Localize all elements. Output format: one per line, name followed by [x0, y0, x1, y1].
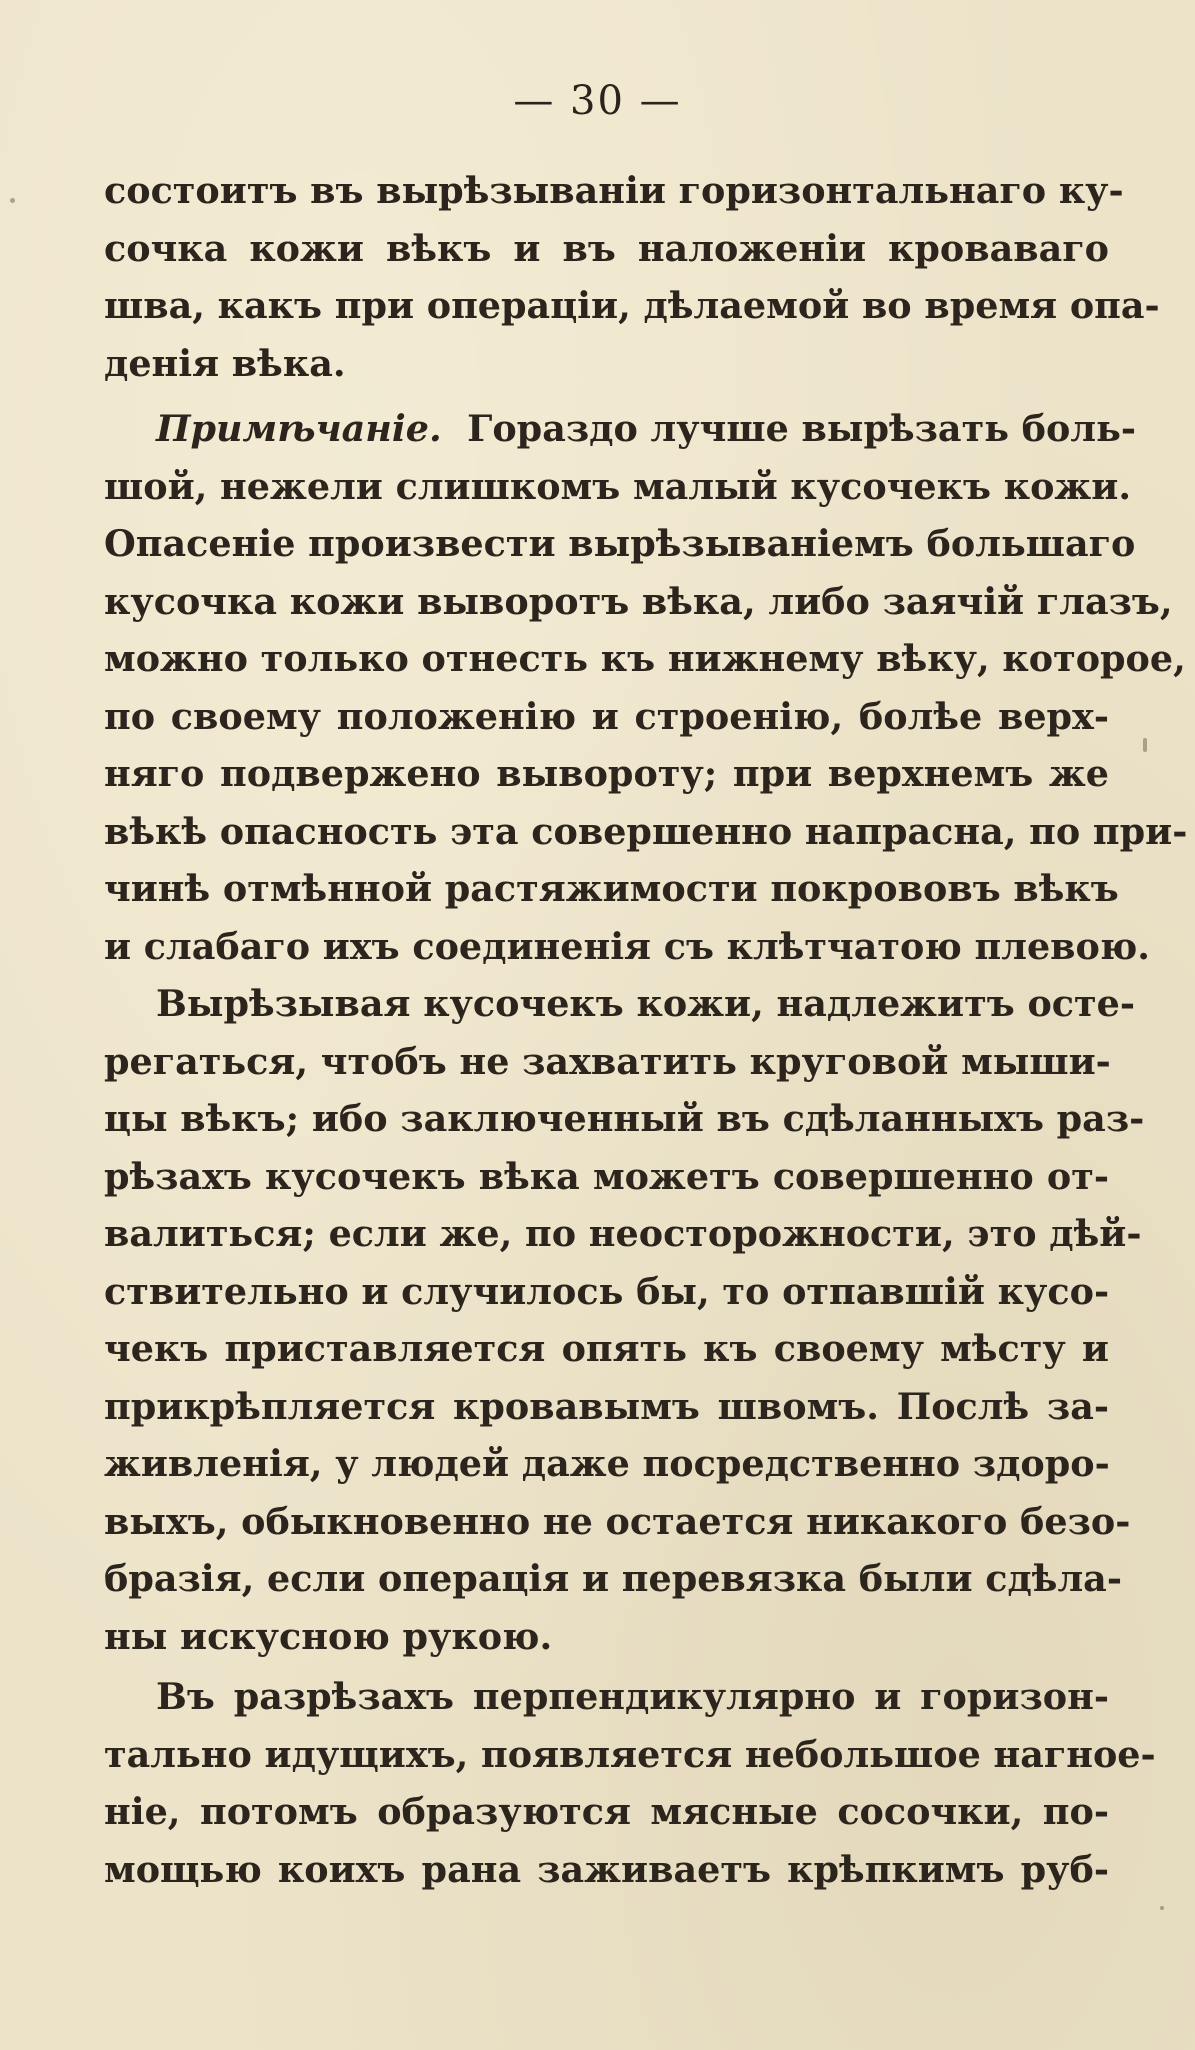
text-line: шой, нежели слишкомъ малый кусочекъ кожи. — [104, 464, 1132, 508]
paper-speck — [1160, 1906, 1164, 1910]
paper-speck — [1143, 738, 1147, 752]
text-line: цы вѣкъ; ибо заключенный въ сдѣланныхъ раз- — [104, 1097, 1145, 1140]
text-line: ны искусною рукою. — [104, 1614, 553, 1658]
text-line: Вырѣзывая кусочекъ кожи, надлежитъ осте- — [156, 982, 1135, 1025]
text-line: и слабаго ихъ соединенія съ клѣтчатою плевою. — [104, 924, 1151, 968]
text-line: шва, какъ при операціи, дѣлаемой во время опа- — [104, 284, 1160, 327]
text-line: чинѣ отмѣнной растяжимости покрововъ вѣкъ — [104, 867, 1119, 910]
text-line: рѣзахъ кусочекъ вѣка можетъ совершенно от- — [104, 1154, 1109, 1198]
page-number: — 30 — — [513, 78, 682, 124]
text-line: живленія, у людей даже посредственно здоро- — [104, 1442, 1110, 1485]
paragraph-1 — [104, 162, 1160, 392]
text-line: чекъ приставляется опять къ своему мѣсту и — [104, 1327, 1109, 1370]
text-line: денія вѣка. — [104, 341, 346, 385]
paper-speck — [10, 198, 15, 203]
text-line: тально идущихъ, появляется небольшое нагное- — [104, 1732, 1156, 1776]
text-line: бразія, если операція и перевязка были сдѣла- — [104, 1557, 1122, 1600]
note-first-line — [104, 400, 1137, 458]
text-line: Въ разрѣзахъ перпендикулярно и горизон- — [156, 1675, 1109, 1718]
text-line: выхъ, обыкновенно не остается никакого безо- — [104, 1499, 1131, 1543]
text-line: кусочка кожи выворотъ вѣка, либо заячій глазъ, — [104, 579, 1173, 623]
note-first-line-rest: Гораздо лучше вырѣзать боль- — [467, 407, 1137, 450]
note-label: Примѣчаніе. — [156, 407, 442, 450]
text-line: прикрѣпляется кровавымъ швомъ. Послѣ за- — [104, 1384, 1109, 1428]
text-line: можно только отнесть къ нижнему вѣку, которое, — [104, 637, 1186, 680]
text-line: Опасеніе произвести вырѣзываніемъ большаго — [104, 522, 1136, 565]
text-line: состоитъ въ вырѣзываніи горизонтальнаго ку- — [104, 169, 1124, 212]
text-line: няго подвержено вывороту; при верхнемъ же — [104, 752, 1109, 795]
text-line: по своему положенію и строенію, болѣе верх- — [104, 694, 1109, 738]
text-line: регаться, чтобъ не захватить круговой мыши- — [104, 1039, 1111, 1083]
text-line: мощью коихъ рана заживаетъ крѣпкимъ руб- — [104, 1847, 1109, 1891]
text-line: вѣкѣ опасность эта совершенно напрасна, по при- — [104, 809, 1188, 853]
text-line: сочка кожи вѣкъ и въ наложеніи кроваваго — [104, 226, 1109, 270]
text-line: ствительно и случилось бы, то отпавшій кусо- — [104, 1269, 1110, 1313]
text-line: ніе, потомъ образуются мясные сосочки, по- — [104, 1790, 1109, 1833]
paragraph-3 — [104, 1668, 1156, 1898]
text-line: валиться; если же, по неосторожности, это дѣй- — [104, 1212, 1142, 1255]
note-paragraph — [104, 400, 1188, 1665]
